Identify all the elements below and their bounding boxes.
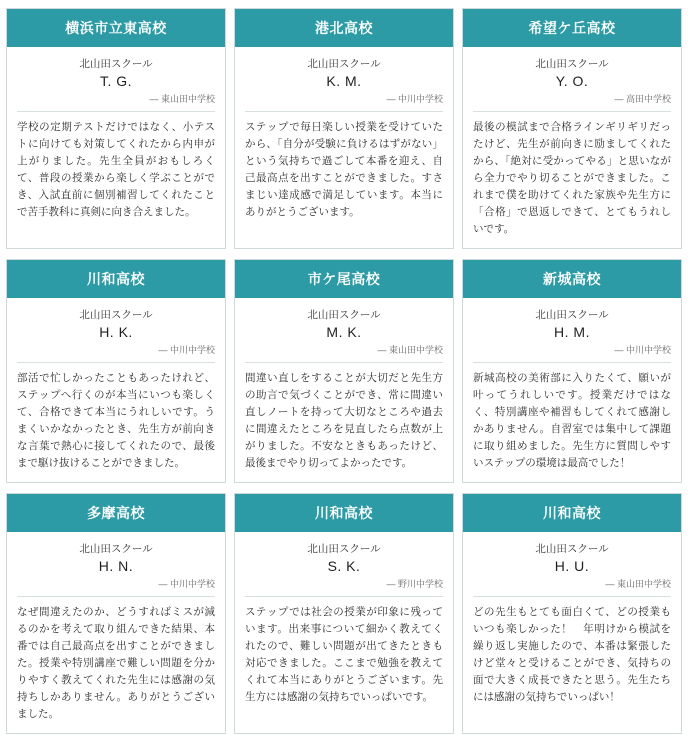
testimonial-comment: 部活で忙しかったこともあったけれど、ステップへ行くのが本当にいつも楽しくて、合格できて本当にうれしいです。うまくいかなかったとき、先生方が前向きな言葉で熱心に接してくれたので、最後まで駆け抜けることができました。 xyxy=(17,372,215,469)
program-name: 北山田スクール xyxy=(535,543,609,555)
program-name: 北山田スクール xyxy=(79,309,153,321)
testimonial-card xyxy=(6,259,226,483)
school-name: 多摩高校 xyxy=(7,494,225,532)
student-initials: H. N. xyxy=(98,558,134,574)
program-name: 北山田スクール xyxy=(307,58,381,70)
program-name: 北山田スクール xyxy=(535,58,609,70)
school-name: 新城高校 xyxy=(463,260,681,298)
origin-school: — 中川中学校 xyxy=(17,343,215,363)
card-body xyxy=(463,532,681,716)
testimonial-comment: 間違い直しをすることが大切だと先生方の助言で気づくことができ、常に間違い直しノートを持って大切なところや過去に間違えたところを見直したら点数が上がりました。不安なときもあったけど、最後までやり切ってよかったです。 xyxy=(245,372,443,469)
school-name: 港北高校 xyxy=(235,9,453,47)
testimonial-card xyxy=(234,259,454,483)
testimonial-comment: 新城高校の美術部に入りたくて、願いが叶ってうれしいです。授業だけではなく、特別講座や補習もしてくれて感謝しかありません。自習室では集中して課題に取り組めました。先生方に質問しやすいステップの環境は最高でした！ xyxy=(473,372,671,469)
origin-school: — 東山田中学校 xyxy=(17,92,215,112)
testimonial-comment: 学校の定期テストだけではなく、小テストに向けても対策してくれたから内申が上がりました。先生全員がおもしろくて、普段の授業から楽しく学ぶことができ、入試直前に個別補習してくれたことで苦手教科に真剣に向き合えました。 xyxy=(17,121,215,218)
program-name: 北山田スクール xyxy=(535,309,609,321)
school-name: 川和高校 xyxy=(7,260,225,298)
testimonial-card xyxy=(6,8,226,249)
testimonial-comment: ステップで毎日楽しい授業を受けていたから、「自分が受験に負けるはずがない」という気持ちで過ごして本番を迎え、自己最高点を出すことができました。すさまじい達成感で満足しています。本当にありがとうございます。 xyxy=(245,121,443,218)
testimonial-card xyxy=(6,493,226,734)
origin-school: — 中川中学校 xyxy=(17,577,215,597)
card-body xyxy=(235,47,453,231)
testimonial-card xyxy=(234,493,454,734)
school-name: 希望ケ丘高校 xyxy=(463,9,681,47)
testimonial-card xyxy=(462,8,682,249)
card-body xyxy=(7,47,225,231)
origin-school: — 中川中学校 xyxy=(473,343,671,363)
origin-school: — 高田中学校 xyxy=(473,92,671,112)
origin-school: — 東山田中学校 xyxy=(473,577,671,597)
student-initials: H. K. xyxy=(99,324,133,340)
school-name: 川和高校 xyxy=(463,494,681,532)
testimonial-card xyxy=(234,8,454,249)
student-initials: H. M. xyxy=(554,324,590,340)
program-name: 北山田スクール xyxy=(79,58,153,70)
origin-school: — 野川中学校 xyxy=(245,577,443,597)
testimonial-comment: どの先生もとても面白くて、どの授業もいつも楽しかった！ 年明けから模試を繰り返し実施したので、本番は緊張したけど堂々と受けることができ、気持ちの面で大きく成長できたと思う。先生たちには感謝の気持ちでいっぱい！ xyxy=(473,606,671,703)
testimonial-comment: なぜ間違えたのか、どうすればミスが減るのかを考えて取り組んできた結果、本番では自己最高点を出すことができました。授業や特別講座で難しい問題を分かりやすく教えてくれた先生には感謝の気持ちしかありません。ありがとうございました。 xyxy=(17,606,215,720)
card-body xyxy=(7,532,225,733)
student-initials: H. U. xyxy=(554,558,590,574)
student-initials: T. G. xyxy=(99,73,133,89)
origin-school: — 中川中学校 xyxy=(245,92,443,112)
school-name: 川和高校 xyxy=(235,494,453,532)
program-name: 北山田スクール xyxy=(307,543,381,555)
card-body xyxy=(7,298,225,482)
testimonial-card xyxy=(462,259,682,483)
testimonial-card xyxy=(462,493,682,734)
school-name: 横浜市立東高校 xyxy=(7,9,225,47)
card-body xyxy=(463,298,681,482)
student-initials: Y. O. xyxy=(555,73,589,89)
student-initials: M. K. xyxy=(326,324,362,340)
testimonial-comment: ステップでは社会の授業が印象に残っています。出来事について細かく教えてくれたので、難しい問題が出てきたときも対応できました。ここまで勉強を教えてくれて本当にありがとうございます。先生方には感謝の気持ちでいっぱいです。 xyxy=(245,606,443,703)
student-initials: K. M. xyxy=(326,73,362,89)
testimonial-comment: 最後の模試まで合格ラインギリギリだったけど、先生が前向きに励ましてくれたから、「絶対に受かってやる」と思いながら全力でやり切ることができました。これまで僕を助けてくれた家族や先生方に「合格」で恩返しできて、とてもうれしいです。 xyxy=(473,121,671,235)
school-name: 市ケ尾高校 xyxy=(235,260,453,298)
program-name: 北山田スクール xyxy=(79,543,153,555)
card-body xyxy=(463,47,681,248)
program-name: 北山田スクール xyxy=(307,309,381,321)
card-body xyxy=(235,298,453,482)
origin-school: — 東山田中学校 xyxy=(245,343,443,363)
card-body xyxy=(235,532,453,716)
student-initials: S. K. xyxy=(327,558,361,574)
